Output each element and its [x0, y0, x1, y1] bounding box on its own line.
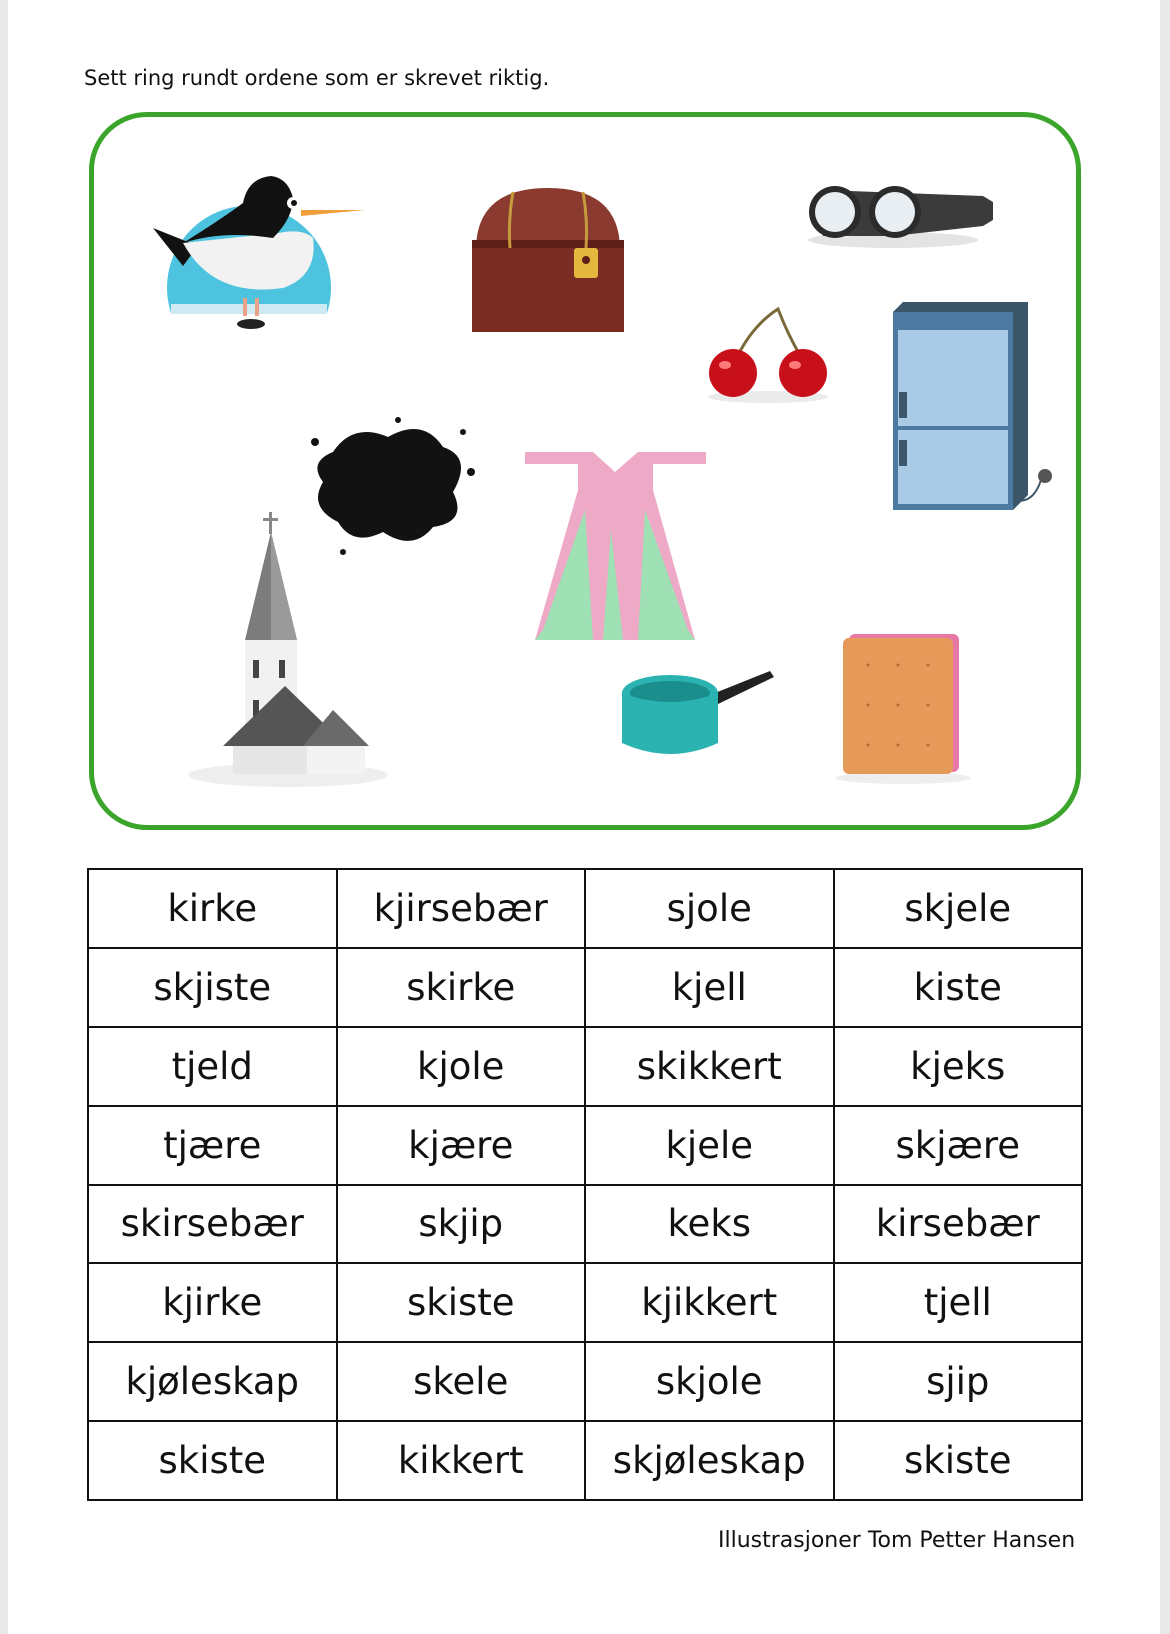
dress-icon [523, 450, 708, 645]
word-cell[interactable]: skiste [337, 1263, 586, 1342]
word-cell[interactable]: kirke [88, 869, 337, 948]
word-cell[interactable]: kjirke [88, 1263, 337, 1342]
table-row [88, 1421, 1082, 1500]
word-cell[interactable]: skikkert [585, 1027, 834, 1106]
word-cell[interactable]: skjære [834, 1106, 1083, 1185]
table-row [88, 1263, 1082, 1342]
instruction-text: Sett ring rundt ordene som er skrevet riktig. [84, 66, 550, 90]
word-cell[interactable]: kjell [585, 948, 834, 1027]
word-cell[interactable]: tjære [88, 1106, 337, 1185]
word-cell[interactable]: kirsebær [834, 1185, 1083, 1264]
word-cell[interactable]: keks [585, 1185, 834, 1264]
cracker-icon [833, 630, 973, 785]
word-cell[interactable]: skiste [834, 1421, 1083, 1500]
word-cell[interactable]: skirsebær [88, 1185, 337, 1264]
word-cell[interactable]: skiste [88, 1421, 337, 1500]
word-cell[interactable]: skjiste [88, 948, 337, 1027]
word-cell[interactable]: sjip [834, 1342, 1083, 1421]
word-cell[interactable]: kjele [585, 1106, 834, 1185]
word-cell[interactable]: skirke [337, 948, 586, 1027]
table-row [88, 1106, 1082, 1185]
word-cell[interactable]: kiste [834, 948, 1083, 1027]
word-cell[interactable]: skjøleskap [585, 1421, 834, 1500]
word-cell[interactable]: tjeld [88, 1027, 337, 1106]
word-cell[interactable]: skjole [585, 1342, 834, 1421]
table-row [88, 1185, 1082, 1264]
table-row [88, 948, 1082, 1027]
church-icon [183, 510, 393, 790]
word-cell[interactable]: kjikkert [585, 1263, 834, 1342]
word-cell[interactable]: kjirsebær [337, 869, 586, 948]
table-row [88, 869, 1082, 948]
word-cell[interactable]: kjole [337, 1027, 586, 1106]
table-row [88, 1027, 1082, 1106]
binoculars-icon [803, 180, 1003, 250]
worksheet-page [8, 0, 1160, 1634]
oystercatcher-bird-icon [143, 158, 373, 338]
treasure-chest-icon [468, 180, 638, 335]
word-cell[interactable]: kjeks [834, 1027, 1083, 1106]
word-cell[interactable]: sjole [585, 869, 834, 948]
word-cell[interactable]: kjøleskap [88, 1342, 337, 1421]
word-cell[interactable]: kikkert [337, 1421, 586, 1500]
word-cell[interactable]: skjip [337, 1185, 586, 1264]
cherries-icon [703, 305, 838, 405]
word-cell[interactable]: kjære [337, 1106, 586, 1185]
word-cell[interactable]: skele [337, 1342, 586, 1421]
word-table [87, 868, 1083, 1501]
table-row [88, 1342, 1082, 1421]
refrigerator-icon [883, 300, 1058, 515]
word-cell[interactable]: tjell [834, 1263, 1083, 1342]
word-cell[interactable]: skjele [834, 869, 1083, 948]
illustration-credit: Illustrasjoner Tom Petter Hansen [718, 1528, 1076, 1553]
saucepan-icon [620, 665, 780, 765]
